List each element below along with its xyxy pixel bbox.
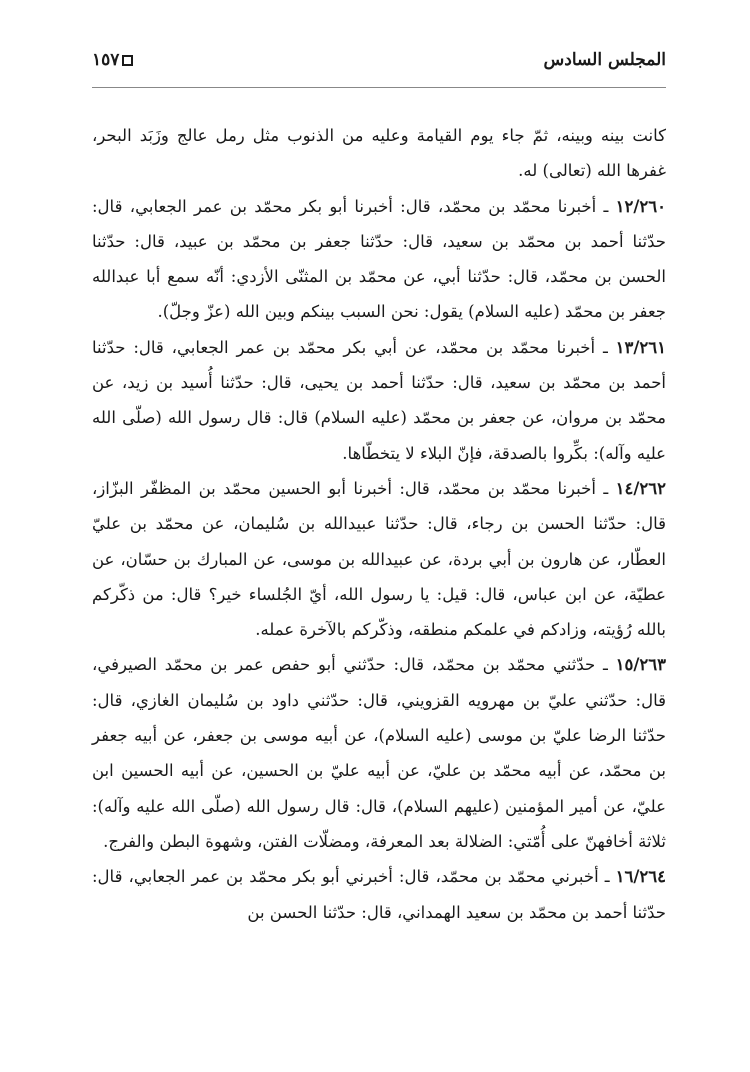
paragraph-text: ـ أخبرني محمّد بن محمّد، قال: أخبرني أبو بكر محمّد بن عمر الجعابي، قال: حدّثنا أحمد بن محمّد بن سعيد الهمداني، قال: حدّثنا الحسن بن <box>92 867 666 922</box>
header-divider <box>92 87 666 88</box>
paragraph-text: ـ حدّثني محمّد بن محمّد، قال: حدّثني أبو حفص عمر بن محمّد الصيرفي، قال: حدّثني عليّ بن مهرويه القزويني، قال: حدّثني داود بن سُليمان الغازي، قال: حدّثنا الرضا عليّ بن موسى (عليه السلام)، عن أبيه موسى بن جعفر، عن أبيه جعفر بن محمّد، عن أبيه محمّد بن عليّ، عن أبيه عليّ بن الحسين، عن أبيه الحسين ابن عليّ، عن أمير المؤمنين (عليهم السلام)، قال: قال رسول الله (صلّى الله عليه وآله): ثلاثة أخافهنّ على أُمّتي: الضلالة بعد المعرفة، ومضلّات الفتن، وشهوة البطن والفرج. <box>92 655 666 851</box>
page-marker-square-icon <box>122 55 133 66</box>
paragraph-text: ـ أخبرنا محمّد بن محمّد، قال: أخبرنا أبو بكر محمّد بن عمر الجعابي، قال: حدّثنا أحمد بن محمّد بن سعيد، قال: حدّثنا جعفر بن محمّد بن عبيد، قال: حدّثنا الحسن بن محمّد، قال: حدّثنا أبي، عن محمّد بن المثنّى الأزدي: أنّه سمع أبا عبدالله جعفر بن محمّد (عليه السلام) يقول: نحن السبب بينكم وبين الله (عزّ وجلّ). <box>92 196 666 322</box>
hadith-number: ١٢/٢٦٠ <box>615 196 666 216</box>
hadith-number: ١٤/٢٦٢ <box>615 478 666 498</box>
page-number-value: ١٥٧ <box>92 50 120 70</box>
body-text <box>92 118 666 930</box>
page-header <box>92 50 666 80</box>
paragraph <box>92 471 666 647</box>
paragraph-text: ـ أخبرنا محمّد بن محمّد، قال: أخبرنا أبو الحسين محمّد بن المظفّر البزّاز، قال: حدّثنا الحسن بن رجاء، قال: حدّثنا عبيدالله بن سُليمان، عن محمّد بن عليّ العطّار، عن هارون بن أبي بردة، عن عبيدالله بن موسى، عن المبارك بن حسّان، عن عطيّة، عن ابن عباس، قال: قيل: يا رسول الله، أيّ الجُلساء خير؟ قال: من ذكّركم بالله رُؤيته، وزادكم في علمكم منطقه، وذكّركم بالآخرة عمله. <box>92 478 666 640</box>
paragraph-text: كانت بينه وبينه، ثمّ جاء يوم القيامة وعليه من الذنوب مثل رمل عالج وزَبَد البحر، غفرها الله (تعالى) له. <box>92 126 666 181</box>
paragraph-text: ـ أخبرنا محمّد بن محمّد، عن أبي بكر محمّد بن عمر الجعابي، قال: حدّثنا أحمد بن محمّد بن سعيد، قال: حدّثنا أحمد بن يحيى، قال: حدّثنا أُسيد بن زيد، عن محمّد بن مروان، عن جعفر بن محمّد (عليه السلام) قال: قال رسول الله (صلّى الله عليه وآله): بكِّروا بالصدقة، فإنّ البلاء لا يتخطّاها. <box>92 337 666 463</box>
paragraph <box>92 118 666 189</box>
paragraph <box>92 330 666 471</box>
paragraph <box>92 189 666 330</box>
paragraph <box>92 859 666 930</box>
hadith-number: ١٣/٢٦١ <box>615 337 666 357</box>
paragraph <box>92 647 666 859</box>
hadith-number: ١٥/٢٦٣ <box>615 655 666 675</box>
hadith-number: ١٦/٢٦٤ <box>615 867 666 887</box>
chapter-title: المجلس السادس <box>543 50 666 70</box>
page-number <box>92 50 133 70</box>
